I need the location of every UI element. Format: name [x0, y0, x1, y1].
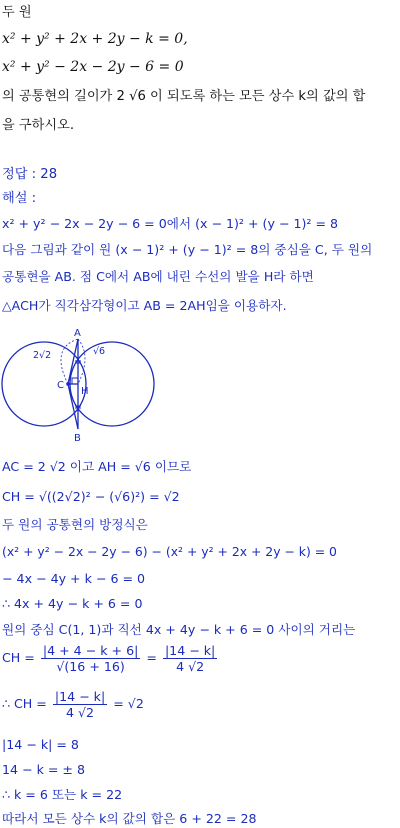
label-AC-length: 2√2 [33, 350, 52, 361]
fraction-1-denominator: √(16 + 16) [56, 659, 125, 674]
answer-label: 정답 : 28 [2, 167, 58, 182]
circle-2 [70, 342, 154, 426]
fraction-3 [53, 689, 107, 720]
solution-line-2: 다음 그림과 같이 원 (x − 1)² + (y − 1)² = 8의 중심을 C, 두 원의 [2, 242, 373, 257]
question-line-5: 을 구하시오. [2, 118, 75, 133]
solution-line-14: |14 − k| = 8 [2, 737, 79, 752]
solution-line-6: CH = √((2√2)² − (√6)²) = √2 [2, 489, 180, 504]
label-A: A [74, 328, 81, 339]
fraction-1 [41, 643, 141, 674]
solution-label: 해설 : [2, 191, 37, 206]
label-AH-length: √6 [93, 346, 106, 357]
question-line-4: 의 공통현의 길이가 2 √6 이 되도록 하는 모든 상수 k의 값의 합 [2, 89, 366, 104]
circles-figure [0, 328, 168, 444]
result-sqrt2: = √2 [113, 696, 144, 711]
question-line-1: 두 원 [2, 5, 32, 20]
solution-line-15: 14 − k = ± 8 [2, 762, 86, 777]
center-C-dot [66, 382, 70, 386]
solution-line-4: △ACH가 직각삼각형이고 AB = 2AH임을 이용하자. [2, 298, 287, 313]
fraction-1-numerator: |4 + 4 − k + 6| [42, 643, 139, 658]
therefore-ch-label: ∴ CH = [2, 696, 47, 711]
label-C: C [57, 380, 64, 391]
fraction-2 [163, 643, 217, 674]
solution-line-9: − 4x − 4y + k − 6 = 0 [2, 571, 146, 586]
solution-line-7: 두 원의 공통현의 방정식은 [2, 517, 148, 532]
solution-line-11: 원의 중심 C(1, 1)과 직선 4x + 4y − k + 6 = 0 사이의 거리는 [2, 622, 356, 637]
solution-line-5: AC = 2 √2 이고 AH = √6 이므로 [2, 459, 192, 474]
solution-line-3: 공통현을 AB. 점 C에서 AB에 내린 수선의 발을 H라 하면 [2, 269, 314, 284]
fraction-3-numerator: |14 − k| [54, 689, 106, 704]
fraction-2-numerator: |14 − k| [164, 643, 216, 658]
label-B: B [74, 433, 81, 444]
label-H: H [81, 386, 89, 397]
solution-line-16: ∴ k = 6 또는 k = 22 [2, 787, 123, 802]
equals-sign: = [146, 650, 157, 665]
solution-line-1: x² + y² − 2x − 2y − 6 = 0에서 (x − 1)² + (y − 1)² = 8 [2, 216, 339, 231]
question-equation-2: x² + y² − 2x − 2y − 6 = 0 [2, 59, 184, 75]
solution-line-8: (x² + y² − 2x − 2y − 6) − (x² + y² + 2x + 2y − k) = 0 [2, 544, 337, 559]
ch-label: CH = [2, 650, 35, 665]
solution-line-13 [2, 686, 144, 722]
fraction-2-denominator: 4 √2 [176, 659, 205, 674]
right-angle-mark [72, 378, 78, 384]
question-equation-1: x² + y² + 2x + 2y − k = 0, [2, 31, 188, 47]
solution-line-17: 따라서 모든 상수 k의 값의 합은 6 + 22 = 28 [2, 811, 257, 826]
solution-line-10: ∴ 4x + 4y − k + 6 = 0 [2, 596, 143, 611]
fraction-3-denominator: 4 √2 [66, 705, 95, 720]
solution-line-12 [2, 640, 219, 676]
